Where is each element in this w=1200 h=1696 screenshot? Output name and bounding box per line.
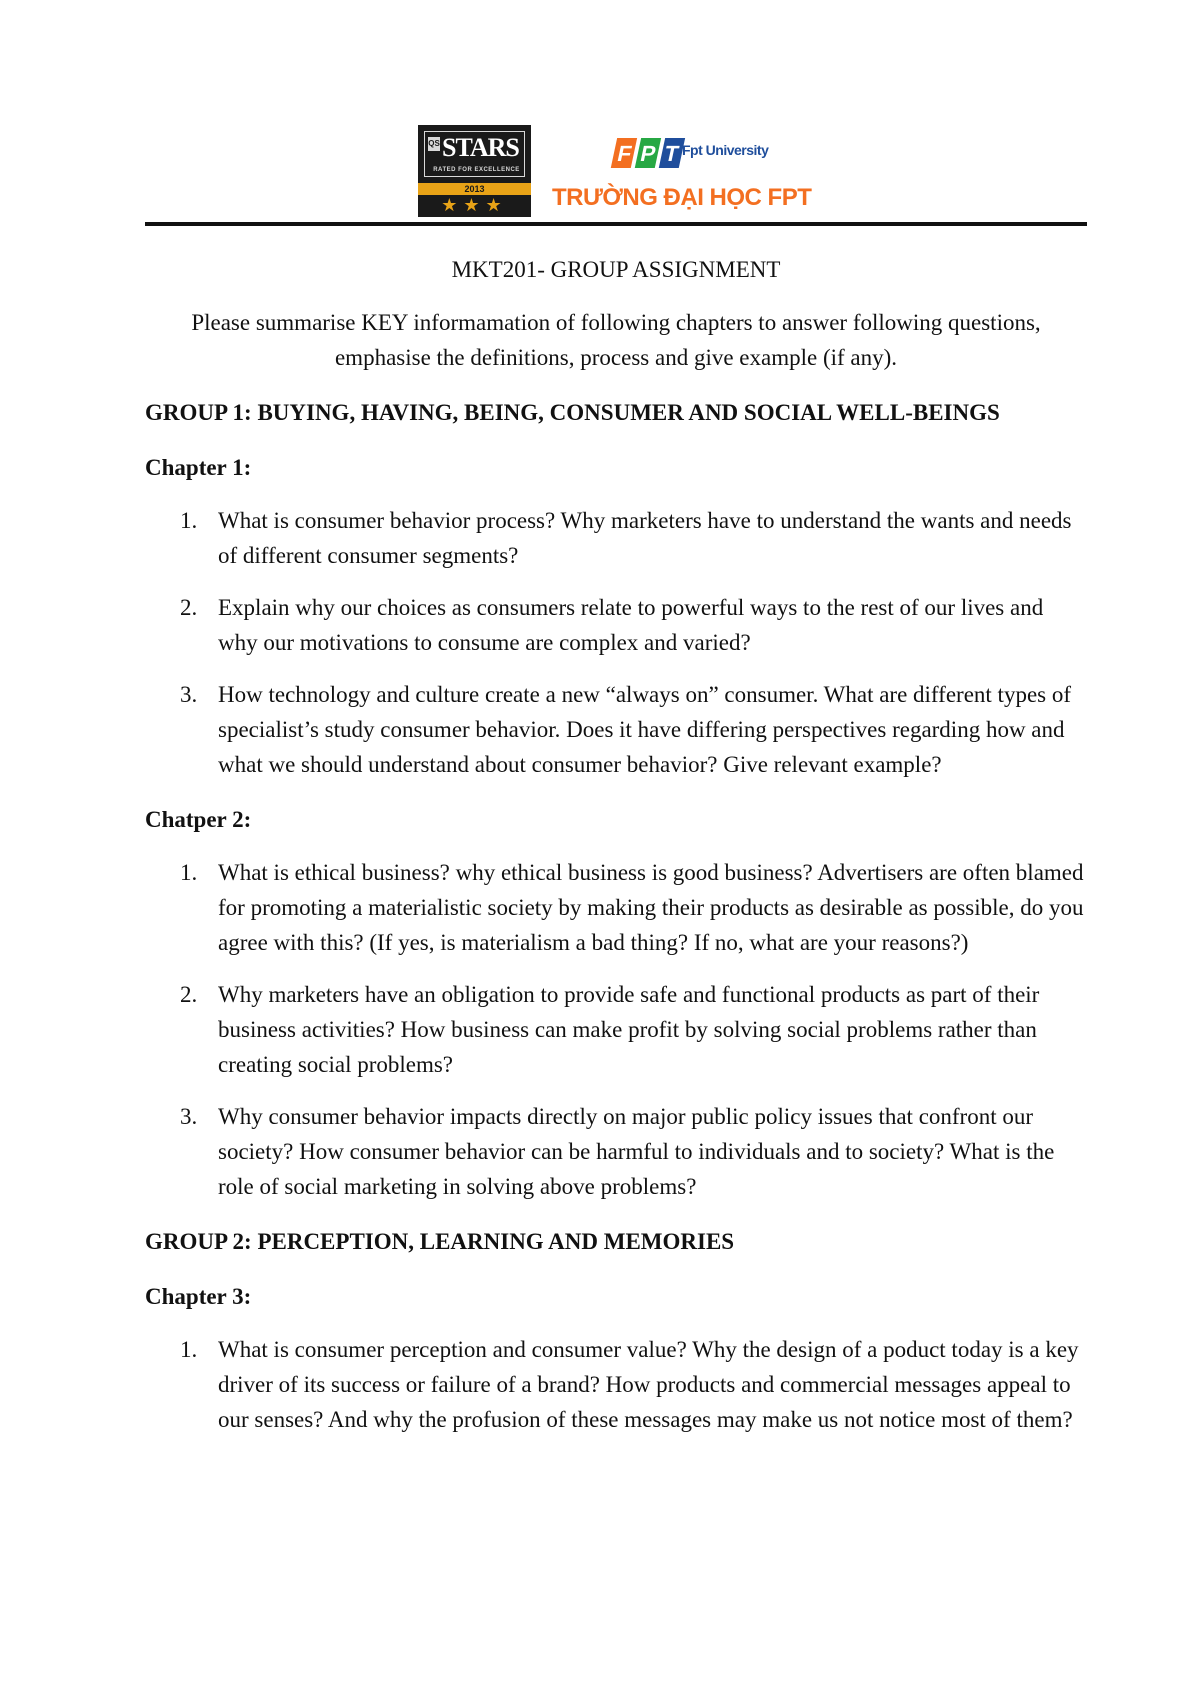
question-list <box>145 855 1087 1204</box>
qs-star-icons: ★★★ <box>418 195 531 217</box>
question-item <box>145 855 1087 960</box>
question-list <box>145 1332 1087 1437</box>
group-heading: GROUP 2: PERCEPTION, LEARNING AND MEMORIES <box>145 1229 735 1254</box>
qs-year: 2013 <box>418 183 531 195</box>
question-item <box>145 677 1087 782</box>
question-text: What is ethical business? why ethical business is good business? Advertisers are often blamed for promoting a materialistic society by making their products as desirable as possible, do you agree with this? (If yes, is materialism a bad thing? If no, what are your reasons?) <box>218 860 1084 955</box>
question-text: How technology and culture create a new “always on” consumer. What are different types of specialist’s study consumer behavior. Does it have differing perspectives regarding how and what we should understand about consumer behavior? Give relevant example? <box>218 682 1072 777</box>
question-number: 3. <box>180 682 198 707</box>
question-item <box>145 1332 1087 1437</box>
question-text: What is consumer perception and consumer value? Why the design of a poduct today is a key driver of its success or failure of a brand? How products and commercial messages appeal to our senses? And why the profusion of these messages may make us not notice most of them? <box>218 1337 1079 1432</box>
qs-rated-text: RATED FOR EXCELLENCE <box>433 167 520 173</box>
chapter-heading: Chatper 2: <box>145 807 252 832</box>
group-heading: GROUP 1: BUYING, HAVING, BEING, CONSUMER AND SOCIAL WELL-BEINGS <box>145 400 1000 425</box>
question-item <box>145 1099 1087 1204</box>
question-number: 3. <box>180 1104 198 1129</box>
question-number: 2. <box>180 982 198 1007</box>
fpt-university-label: Fpt University <box>682 142 769 158</box>
question-text: Why consumer behavior impacts directly on major public policy issues that confront our society? How consumer behavior can be harmful to individuals and to society? What is the role of social marketing in solving above problems? <box>218 1104 1055 1199</box>
question-number: 1. <box>180 1337 198 1362</box>
svg-text:T: T <box>662 141 681 166</box>
question-item <box>145 590 1087 660</box>
qs-badge-top <box>418 125 531 183</box>
qs-mark: QS <box>428 137 440 151</box>
question-item <box>145 977 1087 1082</box>
chapter-heading: Chapter 1: <box>145 455 252 480</box>
fpt-university-logo <box>552 130 812 220</box>
intro-paragraph: Please summarise KEY informamation of following chapters to answer following questions, emphasise the definitions, process and give example (if any). <box>191 310 1041 370</box>
question-item <box>145 503 1087 573</box>
qs-brand: STARS <box>442 133 519 162</box>
question-text: Why marketers have an obligation to provide safe and functional products as part of their business activities? How business can make profit by solving social problems rather than creating social problems? <box>218 982 1040 1077</box>
chapter-heading: Chapter 3: <box>145 1284 252 1309</box>
document-body <box>145 248 1087 1457</box>
svg-text:F: F <box>615 141 634 166</box>
qs-stars-logo <box>418 125 531 217</box>
header-divider <box>145 222 1087 226</box>
fpt-vietnamese-name: TRƯỜNG ĐẠI HỌC FPT <box>552 184 812 211</box>
header-logos <box>0 0 1200 230</box>
question-number: 1. <box>180 508 198 533</box>
question-text: What is consumer behavior process? Why marketers have to understand the wants and needs of different consumer segments? <box>218 508 1072 568</box>
question-number: 2. <box>180 595 198 620</box>
question-list <box>145 503 1087 782</box>
page-title: MKT201- GROUP ASSIGNMENT <box>451 257 781 282</box>
svg-text:P: P <box>638 141 659 166</box>
question-text: Explain why our choices as consumers relate to powerful ways to the rest of our lives and why our motivations to consume are complex and varied? <box>218 595 1044 655</box>
question-number: 1. <box>180 860 198 885</box>
